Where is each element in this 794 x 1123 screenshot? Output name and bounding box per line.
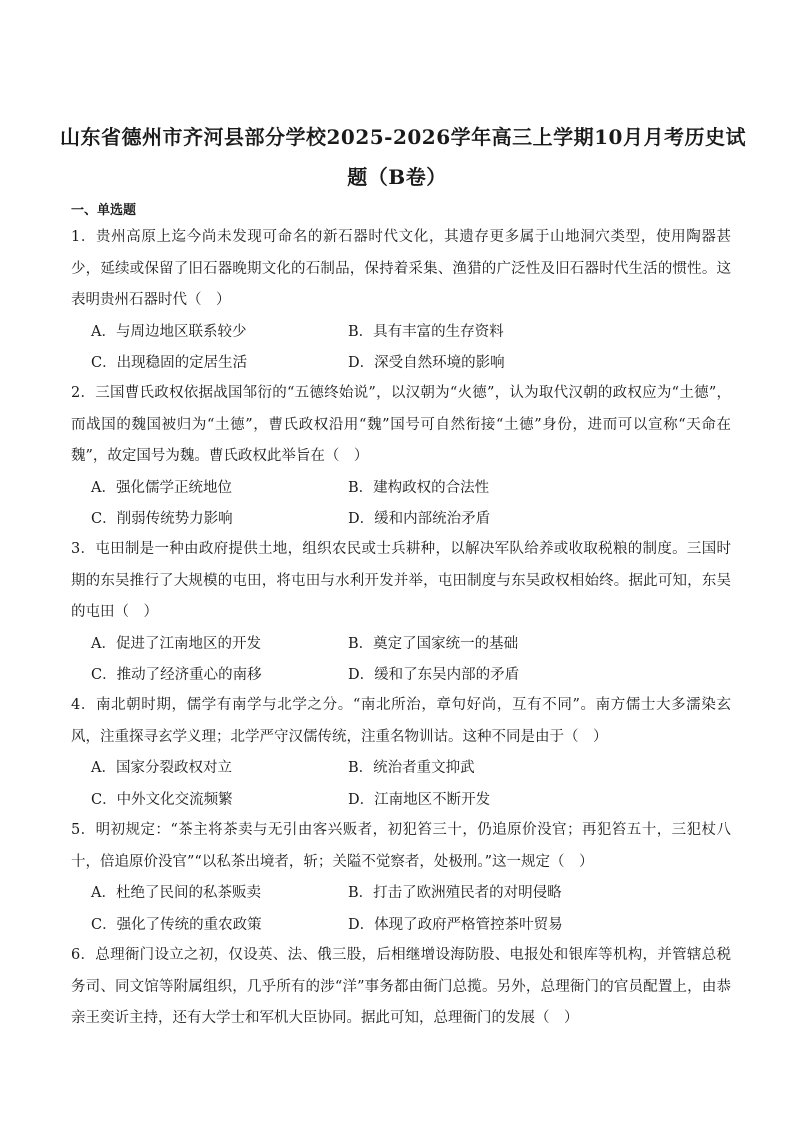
question-stem: 4．南北朝时期，儒学有南学与北学之分。“南北所治，章句好尚，互有不同”。南方儒士大多濡染玄风，注重探寻玄学义理；北学严守汉儒传统，注重名物训诂。这种不同是由于（ ） bbox=[71, 697, 731, 745]
section-heading: 一、单选题 bbox=[71, 203, 137, 218]
question-6 bbox=[71, 940, 731, 1035]
option-a: A．杜绝了民间的私茶贩卖 bbox=[91, 885, 261, 901]
option-a: A．与周边地区联系较少 bbox=[91, 323, 247, 340]
question-1 bbox=[71, 222, 731, 380]
question-stem: 5．明初规定：“茶主将茶卖与无引由客兴贩者，初犯笞三十，仍追原价没官；再犯笞五十，三犯杖八十，倍追原价没官”“以私茶出境者，斩；关隘不觉察者，处极刑。”这一规定（ ） bbox=[71, 822, 731, 870]
question-stem: 2．三国曹氏政权依据战国邹衍的“五德终始说”，以汉朝为“火德”，认为取代汉朝的政权应为“土德”，而战国的魏国被归为“土德”，曹氏政权沿用“魏”国号可自然衔接“土德”身份，进而可以宣称“天命在魏”，故定国号为魏。曹氏政权此举旨在（ ） bbox=[71, 385, 731, 464]
exam-title-line-2: 题（B卷） bbox=[347, 165, 447, 189]
option-c: C．强化了传统的重农政策 bbox=[91, 916, 262, 933]
question-options bbox=[71, 317, 731, 380]
option-d: D．体现了政府严格管控茶叶贸易 bbox=[348, 916, 563, 933]
option-d: D．缓和了东吴内部的矛盾 bbox=[348, 667, 520, 683]
question-stem: 1．贵州高原上迄今尚未发现可命名的新石器时代文化，其遗存更多属于山地洞穴类型，使用陶器甚少，延续或保留了旧石器晚期文化的石制品，保持着采集、渔猎的广泛性及旧石器时代生活的惯性。这表明贵州石器时代（ ） bbox=[71, 229, 731, 308]
option-c: C．削弱传统势力影响 bbox=[91, 511, 233, 527]
question-options bbox=[71, 629, 731, 692]
option-b: B．奠定了国家统一的基础 bbox=[348, 635, 519, 652]
question-4 bbox=[71, 690, 731, 816]
question-options bbox=[71, 473, 731, 536]
question-stem: 6．总理衙门设立之初，仅设英、法、俄三股，后相继增设海防股、电报处和银库等机构，并管辖总税务司、同文馆等附属组织，几乎所有的涉“洋”事务都由衙门总揽。另外，总理衙门的官员配置上，由恭亲王奕䜣主持，还有大学士和军机大臣协同。据此可知，总理衙门的发展（ ） bbox=[71, 947, 731, 1026]
question-5 bbox=[71, 815, 731, 941]
option-c: C．出现稳固的定居生活 bbox=[91, 355, 248, 371]
option-b: B．统治者重文抑武 bbox=[348, 760, 475, 776]
option-d: D．江南地区不断开发 bbox=[348, 791, 491, 808]
question-2 bbox=[71, 378, 731, 536]
option-b: B．建构政权的合法性 bbox=[348, 479, 490, 496]
option-a: A．促进了江南地区的开发 bbox=[91, 635, 261, 652]
question-options bbox=[71, 753, 731, 816]
option-c: C．中外文化交流频繁 bbox=[91, 791, 233, 808]
exam-title-line-1: 山东省德州市齐河县部分学校2025-2026学年高三上学期10月月考历史试 bbox=[60, 125, 746, 149]
option-b: B．具有丰富的生存资料 bbox=[348, 323, 504, 340]
question-options bbox=[71, 878, 731, 941]
option-d: D．缓和内部统治矛盾 bbox=[348, 511, 491, 527]
question-3 bbox=[71, 534, 731, 692]
option-d: D．深受自然环境的影响 bbox=[348, 355, 505, 371]
option-c: C．推动了经济重心的南移 bbox=[91, 667, 262, 683]
option-a: A．国家分裂政权对立 bbox=[91, 760, 232, 776]
option-a: A．强化儒学正统地位 bbox=[91, 479, 232, 496]
question-stem: 3．屯田制是一种由政府提供土地，组织农民或士兵耕种，以解决军队给养或收取税粮的制度。三国时期的东吴推行了大规模的屯田，将屯田与水利开发并举，屯田制度与东吴政权相始终。据此可知，东吴的屯田（ ） bbox=[71, 541, 731, 620]
option-b: B．打击了欧洲殖民者的对明侵略 bbox=[348, 885, 562, 901]
